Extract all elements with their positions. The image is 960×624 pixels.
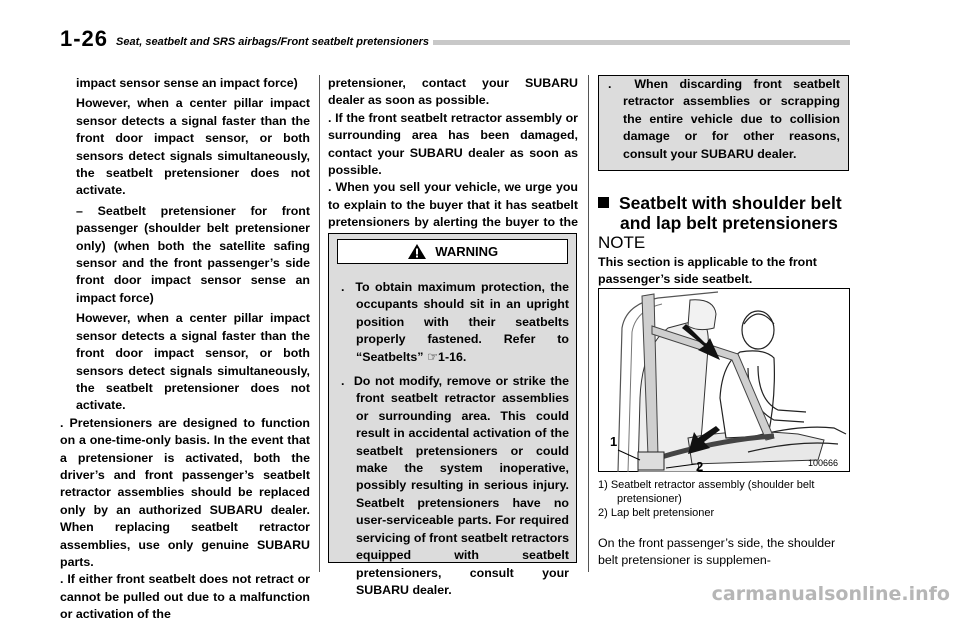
warning-item — [341, 373, 569, 599]
bullet: . — [60, 572, 64, 587]
column-separator — [588, 75, 589, 572]
paragraph: impact sensor sense an impact force) — [76, 76, 298, 90]
bullet: . — [608, 77, 612, 91]
caption-item: 2) Lap belt pretensioner — [598, 507, 715, 519]
section-heading — [598, 193, 858, 233]
bullet-text: Pretensioners are designed to function on a one-time-only basis. In the event that a pretensioner is activated, both the driver’s and front passenger’s seatbelt retractor assemblies should be replaced only by an authorized SUBARU dealer. When replacing seatbelt retractor assemblies, use only genuine SUBARU parts. — [60, 415, 310, 569]
warning-header — [337, 239, 568, 264]
note-text: This section is applicable to the front passenger’s side seatbelt. — [598, 255, 817, 287]
figure-captions — [598, 479, 850, 522]
page-header — [60, 26, 850, 54]
section-heading-line: and lap belt pretensioners — [620, 213, 838, 233]
note-title: NOTE — [598, 233, 646, 252]
paragraph: However, when a center pillar impact sensor detects a signal faster than the front door impact sensor, or both sensors detect signals simultaneously, the seatbelt pretensioner does not activate. — [76, 311, 310, 413]
seatbelt-illustration — [598, 288, 850, 472]
callout-1: 1 — [610, 434, 618, 449]
watermark: carmanualsonline.info — [711, 583, 950, 605]
bullet-paragraph — [60, 571, 310, 623]
bullet-paragraph — [328, 110, 578, 180]
section-heading-text: Seatbelt with shoulder belt — [619, 193, 842, 213]
page-number: 1-26 — [60, 26, 109, 51]
warning-triangle-icon — [407, 243, 427, 260]
caution-box — [598, 75, 849, 171]
warning-box — [328, 233, 577, 597]
caution-body — [608, 76, 840, 163]
warning-body — [341, 279, 569, 606]
page-ref: 1-16. — [438, 349, 467, 364]
bullet: . — [60, 415, 64, 430]
bullet-text: If either front seatbelt does not retract or cannot be pulled out due to a malfunction or activation of the — [60, 572, 310, 622]
callout-2: 2 — [696, 459, 704, 472]
warning-title: WARNING — [435, 244, 499, 259]
figure-code: 100666 — [808, 458, 839, 468]
bullet: . — [341, 280, 345, 294]
warning-item — [341, 279, 569, 366]
bullet-text: If the front seatbelt retractor assembly or surrounding area has been damaged, contact your SUBARU dealer as soon as possible. — [328, 110, 578, 178]
body-paragraph: On the front passenger’s side, the shoulder belt pretensioner is supplemen- — [598, 536, 836, 568]
warning-text: Do not modify, remove or strike the front seatbelt retractor assemblies or surrounding area. This could result in accidental activation of the seatbelt pretensioners or could make the system inoperative, possibly resulting in serious injury. Seatbelt pretensioners have no user-serviceable parts. For required servicing of front seatbelt retractors equipped with seatbelt pretensioners, consult your SUBARU dealer. — [353, 374, 569, 597]
warning-text: To obtain maximum protection, the occupants should sit in an upright position with their seatbelts properly fastened. Refer to “Seatbelts” — [355, 280, 569, 364]
illustration-svg — [598, 288, 850, 472]
column-separator — [319, 75, 320, 572]
bullet: . — [328, 180, 332, 195]
section-title: Seat, seatbelt and SRS airbags/Front seatbelt pretensioners — [116, 36, 433, 48]
caution-text: When discarding front seatbelt retractor assemblies or scrapping the entire vehicle due to collision damage or for other reasons, consult your SUBARU dealer. — [623, 77, 841, 161]
bullet: . — [341, 374, 345, 389]
paragraph: – Seatbelt pretensioner for front passenger (shoulder belt pretensioner only) (when both the satellite safing sensor and the front passenger’s side front door impact sensor sense an impact force) — [76, 203, 310, 305]
column-2 — [328, 75, 578, 249]
square-bullet-icon — [598, 197, 609, 208]
column-1 — [60, 75, 310, 624]
bullet-text: When you sell your vehicle, we urge you to explain to the buyer that it has seatbelt pretensioners by alerting the buyer to the — [328, 180, 578, 230]
caption-item: 1) Seatbelt retractor assembly (shoulder belt pretensioner) — [598, 479, 815, 505]
section-heading-line — [598, 193, 858, 213]
bullet: . — [328, 110, 332, 125]
page-ref-icon: ☞ — [426, 349, 439, 364]
paragraph: pretensioner, contact your SUBARU dealer as soon as possible. — [328, 76, 578, 108]
bullet-paragraph — [60, 415, 310, 572]
caution-item — [608, 76, 840, 163]
paragraph: However, when a center pillar impact sensor detects a signal faster than the front door impact sensor, or both sensors detect signals simultaneously, the seatbelt pretensioner does not activate. — [76, 96, 310, 198]
